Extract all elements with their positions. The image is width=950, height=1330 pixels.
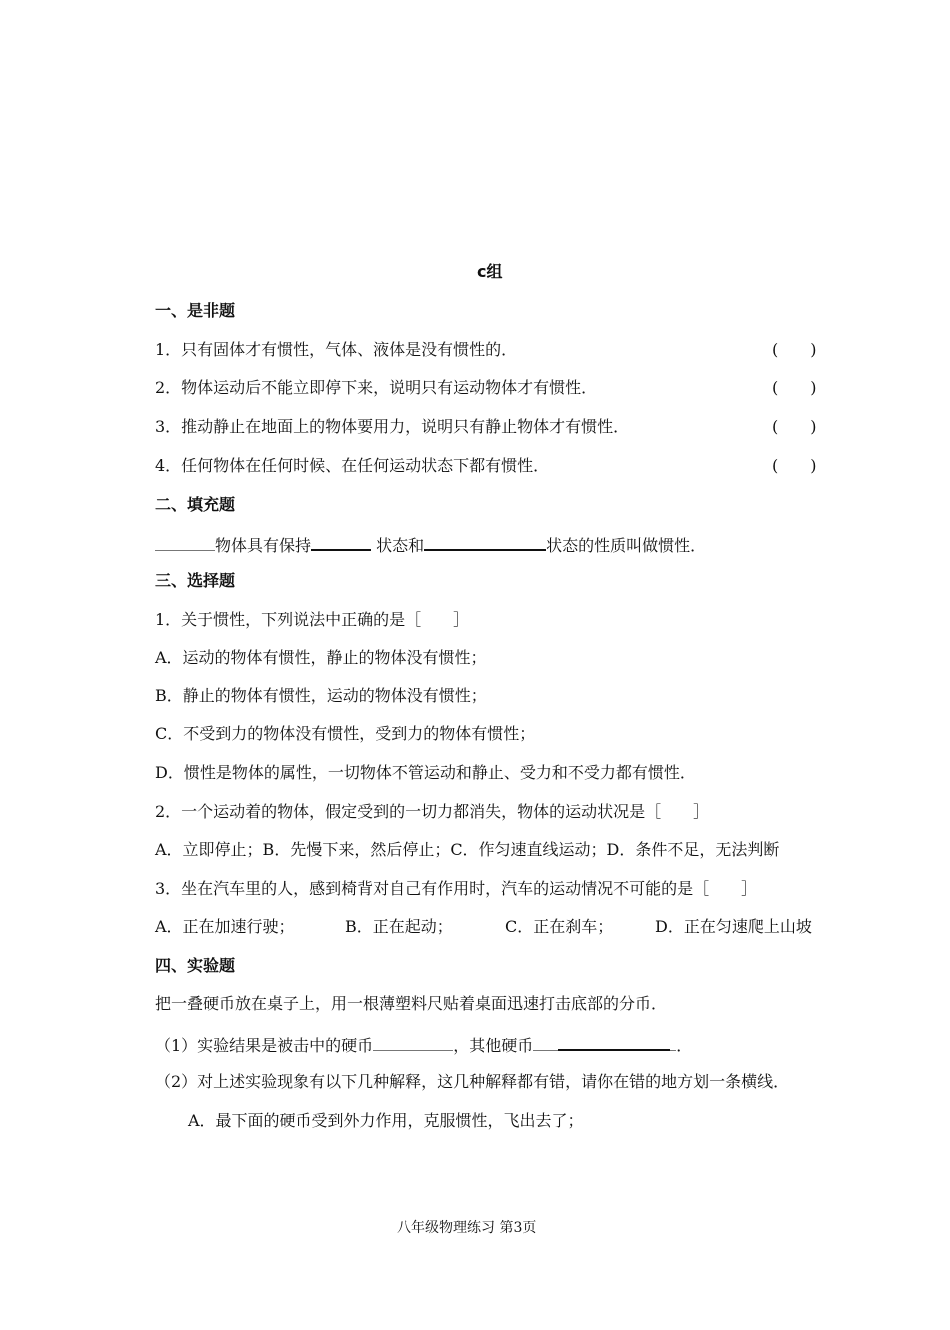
tf-answer-2[interactable]: ( ) (772, 378, 817, 397)
experiment-sub1 (155, 1033, 692, 1056)
sub1-end: ． (676, 1036, 693, 1055)
section3-heading: 三、选择题 (155, 571, 236, 590)
section4-heading: 四、实验题 (155, 956, 236, 975)
tf-answer-1[interactable]: ( ) (772, 340, 817, 359)
tf-question-2: 2．物体运动后不能立即停下来，说明只有运动物体才有惯性． (155, 378, 598, 397)
sub1-text-b: ，其他硬币 (453, 1036, 534, 1055)
mc-q3-option-b[interactable]: B．正在起动； (345, 917, 453, 936)
fill-text-2: 状态和 (371, 536, 425, 555)
mc-q1-option-c[interactable]: C．不受到力的物体没有惯性，受到力的物体有惯性； (155, 724, 536, 743)
sub1-blank-3[interactable] (558, 1033, 670, 1051)
mc-q3-option-c[interactable]: C．正在刹车； (505, 917, 614, 936)
mc-q2-options[interactable]: A．立即停止；B．先慢下来，然后停止；C．作匀速直线运动；D．条件不足，无法判断 (155, 840, 780, 859)
mc-q3-option-a[interactable]: A．正在加速行驶； (155, 917, 295, 936)
mc-q3-option-d[interactable]: D．正在匀速爬上山坡 (655, 917, 812, 936)
sub1-text-a: （1）实验结果是被击中的硬币 (155, 1036, 374, 1055)
tf-answer-3[interactable]: ( ) (772, 417, 817, 436)
tf-question-1: 1．只有固体才有惯性，气体、液体是没有惯性的． (155, 340, 518, 359)
mc-q1-option-d[interactable]: D．惯性是物体的属性，一切物体不管运动和静止、受力和不受力都有惯性． (155, 763, 696, 782)
tf-question-3: 3．推动静止在地面上的物体要用力，说明只有静止物体才有惯性． (155, 417, 630, 436)
mc-q1-option-b[interactable]: B．静止的物体有惯性，运动的物体没有惯性； (155, 686, 487, 705)
fill-blank-3[interactable] (424, 533, 546, 551)
experiment-intro: 把一叠硬币放在桌子上，用一根薄塑料尺贴着桌面迅速打击底部的分币． (155, 994, 668, 1013)
page-footer: 八年级物理练习 第3页 (397, 1220, 537, 1236)
sub1-blank-1[interactable] (373, 1034, 453, 1051)
section2-heading: 二、填充题 (155, 495, 236, 514)
section1-heading: 一、是非题 (155, 301, 236, 320)
fill-blank-1[interactable] (155, 534, 215, 551)
tf-answer-4[interactable]: ( ) (772, 456, 817, 475)
tf-question-4: 4．任何物体在任何时候、在任何运动状态下都有惯性． (155, 456, 550, 475)
experiment-sub2-option-a[interactable]: A．最下面的硬币受到外力作用，克服惯性，飞出去了； (188, 1111, 584, 1130)
mc-question-3: 3．坐在汽车里的人，感到椅背对自己有作用时，汽车的运动情况不可能的是［ ］ (155, 879, 758, 898)
sub1-blank-2[interactable] (533, 1034, 558, 1051)
mc-question-1: 1．关于惯性，下列说法中正确的是［ ］ (155, 610, 470, 629)
experiment-sub2: （2）对上述实验现象有以下几种解释，这几种解释都有错，请你在错的地方划一条横线． (155, 1072, 790, 1091)
fill-text-3: 状态的性质叫做惯性． (546, 536, 707, 555)
mc-question-2: 2．一个运动着的物体，假定受到的一切力都消失，物体的运动状况是［ ］ (155, 802, 710, 821)
mc-q1-option-a[interactable]: A．运动的物体有惯性，静止的物体没有惯性； (155, 648, 487, 667)
group-title: c组 (477, 262, 503, 281)
fill-text-1: 物体具有保持 (215, 536, 312, 555)
fill-question (155, 533, 706, 556)
fill-blank-2[interactable] (311, 533, 371, 551)
